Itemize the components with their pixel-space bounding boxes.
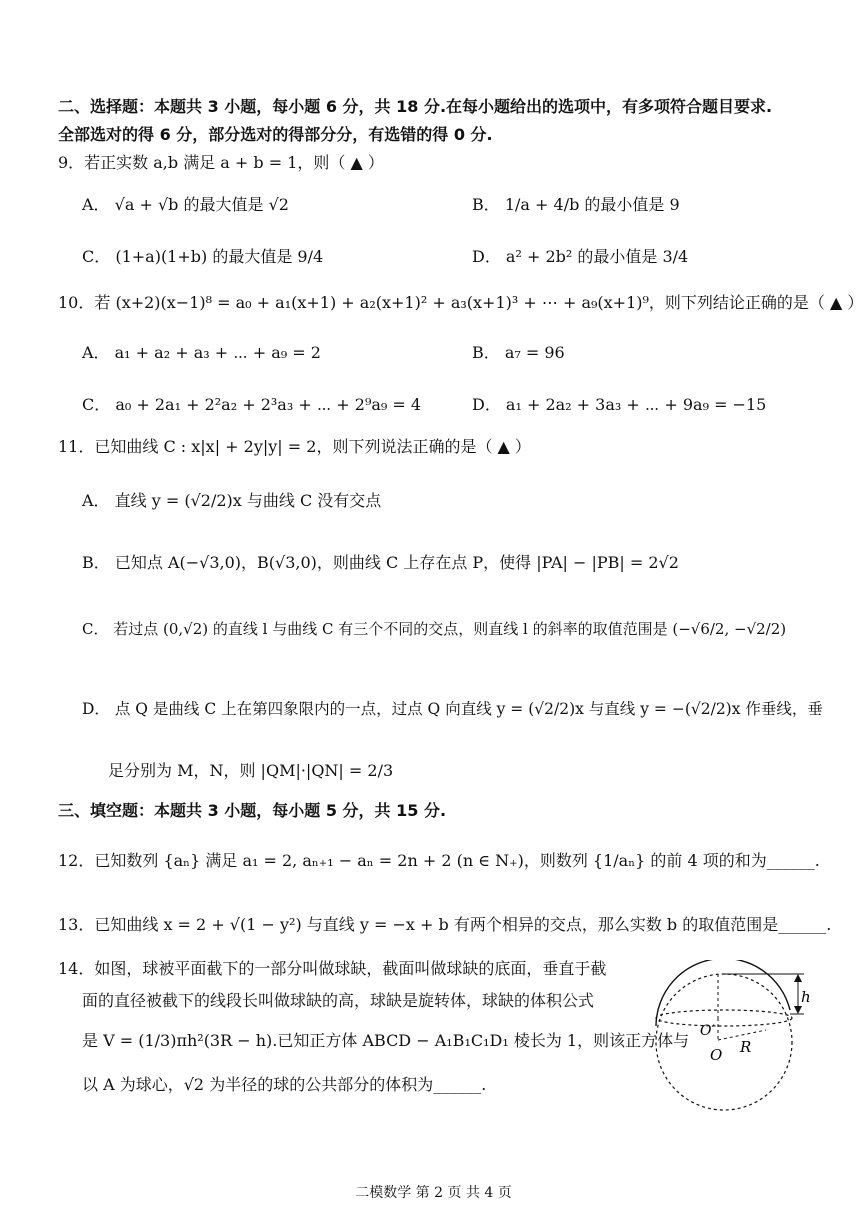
q13: 13．已知曲线 x = 2 + √(1 − y²) 与直线 y = −x + b 有两个相异的交点，那么实数 b 的取值范围是______.	[58, 915, 832, 934]
q10-stem: 10．若 (x+2)(x−1)⁸ = a₀ + a₁(x+1) + a₂(x+1)² + a₃(x+1)³ + ⋯ + a₉(x+1)⁹，则下列结论正确的是（ ▲ ）	[58, 293, 864, 312]
cap-arc	[656, 960, 790, 1026]
q14-line-1: 14．如图，球被平面截下的一部分叫做球缺，截面叫做球缺的底面，垂直于截	[58, 959, 607, 978]
q9-stem: 9．若正实数 a,b 满足 a + b = 1，则（ ▲ ）	[58, 153, 384, 172]
sphere-cap-figure	[640, 960, 820, 1120]
arrow-up	[794, 974, 802, 982]
section-2-line-2: 全部选对的得 6 分，部分选对的得部分分，有选错的得 0 分.	[58, 125, 493, 144]
label-o: O	[710, 1046, 723, 1064]
q14-line-3: 是 V = (1/3)πh²(3R − h).已知正方体 ABCD − A₁B₁C₁D₁ 棱长为 1，则该正方体与	[82, 1031, 690, 1050]
q14-line-4: 以 A 为球心，√2 为半径的球的公共部分的体积为______.	[82, 1075, 487, 1094]
q11-option-d-line-1: D． 点 Q 是曲线 C 上在第四象限内的一点，过点 Q 向直线 y = (√2/2)x 与直线 y = −(√2/2)x 作垂线，垂	[82, 700, 823, 718]
page-footer: 二模数学 第 2 页 共 4 页	[355, 1185, 512, 1201]
q11-option-b: B． 已知点 A(−√3,0)，B(√3,0)，则曲线 C 上存在点 P，使得 |PA| − |PB| = 2√2	[82, 553, 679, 572]
label-r: R	[740, 1038, 752, 1056]
q11-option-a: A． 直线 y = (√2/2)x 与曲线 C 没有交点	[82, 491, 382, 510]
q10-option-b: B． a₇ = 96	[472, 343, 565, 362]
q11-option-d-line-2: 足分别为 M，N，则 |QM|·|QN| = 2/3	[108, 761, 394, 780]
label-h: h	[801, 988, 811, 1006]
label-o-prime: O′	[700, 1023, 715, 1039]
q10-option-a: A． a₁ + a₂ + a₃ + ⋯ + a₉ = 2	[82, 343, 321, 362]
section-3-title: 三、填空题：本题共 3 小题，每小题 5 分，共 15 分.	[58, 801, 447, 820]
q12: 12．已知数列 {aₙ} 满足 a₁ = 2, aₙ₊₁ − aₙ = 2n + 2 (n ∈ N₊)，则数列 {1/aₙ} 的前 4 项的和为______.	[58, 851, 820, 870]
q9-option-a: A． √a + √b 的最大值是 √2	[82, 195, 289, 214]
base-ellipse	[656, 1010, 792, 1026]
q11-stem: 11．已知曲线 C : x|x| + 2y|y| = 2，则下列说法正确的是（ ▲ ）	[58, 437, 531, 456]
q10-option-c: C． a₀ + 2a₁ + 2²a₂ + 2³a₃ + ⋯ + 2⁹a₉ = 4	[82, 395, 422, 414]
sphere-outline	[656, 974, 792, 1110]
q14-line-2: 面的直径被截下的线段长叫做球缺的高，球缺是旋转体，球缺的体积公式	[82, 991, 595, 1010]
arrow-down	[794, 1006, 802, 1014]
q9-option-d: D． a² + 2b² 的最小值是 3/4	[472, 247, 689, 266]
q10-option-d: D． a₁ + 2a₂ + 3a₃ + ⋯ + 9a₉ = −15	[472, 395, 767, 414]
q11-option-c: C． 若过点 (0,√2) 的直线 l 与曲线 C 有三个不同的交点，则直线 l 的斜率的取值范围是 (−√6/2, −√2/2)	[82, 620, 787, 638]
q9-option-b: B． 1/a + 4/b 的最小值是 9	[472, 195, 680, 214]
section-2-line-1: 二、选择题：本题共 3 小题，每小题 6 分，共 18 分.在每小题给出的选项中，有多项符合题目要求.	[58, 97, 773, 116]
q9-option-c: C． (1+a)(1+b) 的最大值是 9/4	[82, 247, 324, 266]
